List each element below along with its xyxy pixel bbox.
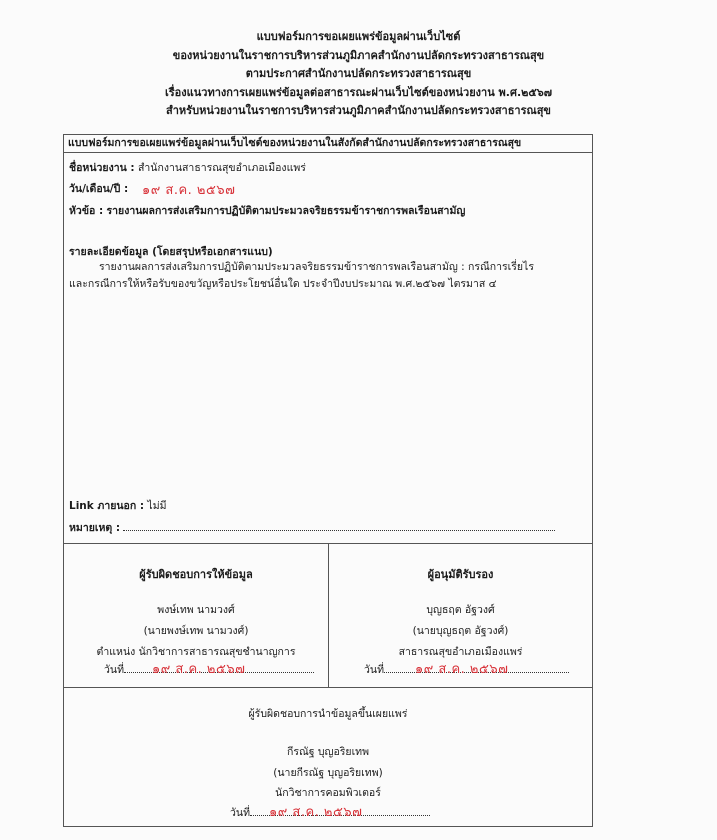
signature-section	[64, 544, 592, 688]
detail-line-2: และกรณีการให้หรือรับของขวัญหรือประโยชน์อื่นใด ประจำปีงบประมาณ พ.ศ.๒๕๖๗ ไตรมาส ๔	[69, 278, 497, 290]
info-section	[64, 153, 592, 544]
detail-label: รายละเอียดข้อมูล (โดยสรุปหรือเอกสารแนบ)	[69, 246, 273, 258]
link-row	[69, 497, 167, 514]
publication-form	[63, 134, 593, 827]
publisher-heading: ผู้รับผิดชอบการนำข้อมูลขึ้นเผยแพร่	[248, 708, 408, 720]
approver-date-label: วันที่	[364, 664, 384, 676]
responsible-date-label: วันที่	[104, 664, 124, 676]
approver-date-stamp: ๑๙ ส.ค. ๒๕๖๗	[415, 662, 509, 677]
publisher-date-label: วันที่	[230, 807, 250, 819]
header-line-3: ตามประกาศสำนักงานปลัดกระทรวงสาธารณสุข	[245, 67, 472, 80]
note-dotted-line	[123, 519, 555, 531]
publisher-section	[64, 688, 592, 826]
responsible-column	[64, 544, 329, 687]
header-line-2: ของหน่วยงานในราชการบริหารส่วนภูมิภาคสำนักงานปลัดกระทรวงสาธารณสุข	[172, 48, 545, 62]
approver-column	[329, 544, 592, 687]
agency-value: สำนักงานสาธารณสุขอำเภอเมืองแพร่	[137, 162, 306, 174]
approver-position: สาธารณสุขอำเภอเมืองแพร่	[398, 646, 523, 658]
publisher-date-stamp: ๑๙ ส.ค. ๒๕๖๗	[269, 805, 363, 820]
header-line-1: แบบฟอร์มการขอเผยแพร่ข้อมูลผ่านเว็บไซต์	[256, 30, 461, 43]
link-label: Link ภายนอก :	[69, 500, 145, 512]
responsible-signature: พงษ์เทพ นามวงศ์	[157, 604, 235, 616]
approver-signature: บุญธฤต อัฐวงศ์	[426, 604, 495, 616]
header-line-5: สำหรับหน่วยงานในราชการบริหารส่วนภูมิภาคสำนักงานปลัดกระทรวงสาธารณสุข	[166, 104, 551, 117]
agency-row	[69, 159, 306, 176]
responsible-date-stamp: ๑๙ ส.ค. ๒๕๖๗	[152, 662, 246, 677]
responsible-heading: ผู้รับผิดชอบการให้ข้อมูล	[139, 568, 253, 581]
topic-label: หัวข้อ :	[69, 205, 104, 217]
topic-row	[69, 202, 465, 219]
responsible-position: ตำแหน่ง นักวิชาการสาธารณสุขชำนาญการ	[96, 646, 296, 658]
document-header	[0, 28, 717, 121]
header-line-4: เรื่องแนวทางการเผยแพร่ข้อมูลต่อสาธารณะผ่านเว็บไซต์ของหน่วยงาน พ.ศ.๒๕๖๗	[165, 85, 552, 99]
publisher-name: (นายกีรณัฐ บุญอริยเทพ)	[273, 767, 383, 779]
link-value: ไม่มี	[147, 500, 167, 512]
approver-heading: ผู้อนุมัติรับรอง	[427, 568, 494, 581]
form-title: แบบฟอร์มการขอเผยแพร่ข้อมูลผ่านเว็บไซต์ของหน่วยงานในสังกัดสำนักงานปลัดกระทรวงสาธารณสุข	[64, 135, 592, 153]
publisher-signature: กีรณัฐ บุญอริยเทพ	[286, 746, 369, 758]
approver-name: (นายบุญธฤต อัฐวงศ์)	[412, 625, 509, 637]
detail-text	[69, 259, 584, 293]
note-label: หมายเหตุ :	[69, 522, 121, 534]
publisher-position: นักวิชาการคอมพิวเตอร์	[275, 787, 381, 799]
date-label: วัน/เดือน/ปี :	[69, 183, 129, 195]
detail-line-1: รายงานผลการส่งเสริมการปฏิบัติตามประมวลจริยธรรมข้าราชการพลเรือนสามัญ : กรณีการเรี่ยไร	[99, 261, 534, 273]
note-row	[69, 519, 555, 536]
date-stamp: ๑๙ ส.ค. ๒๕๖๗	[142, 183, 236, 198]
topic-value: รายงานผลการส่งเสริมการปฏิบัติตามประมวลจริยธรรมข้าราชการพลเรือนสามัญ	[106, 205, 466, 217]
date-row	[69, 180, 128, 197]
agency-label: ชื่อหน่วยงาน :	[69, 162, 135, 174]
responsible-name: (นายพงษ์เทพ นามวงศ์)	[143, 625, 249, 637]
